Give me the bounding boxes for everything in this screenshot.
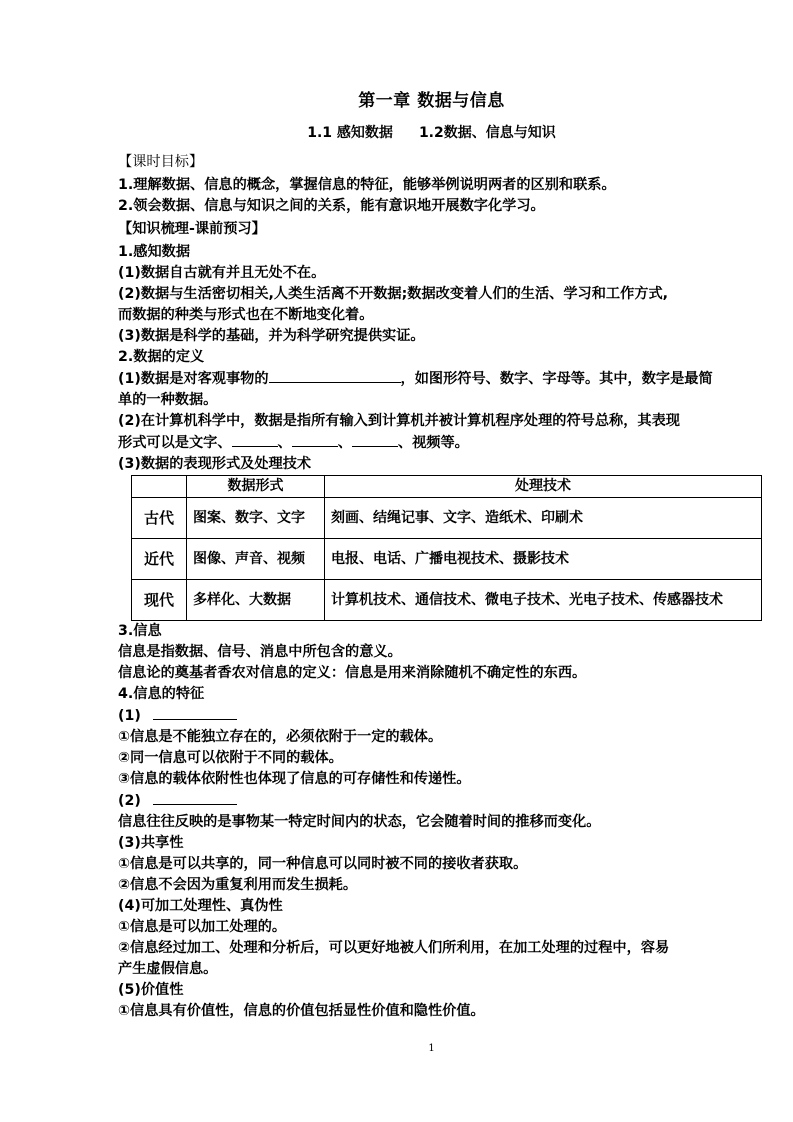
objective-item: 2.领会数据、信息与知识之间的关系，能有意识地开展数字化学习。 <box>118 198 545 214</box>
text: (2) <box>118 793 141 809</box>
text: ，如图形符号、数字、字母等。其中，数字是最简 <box>400 371 713 387</box>
era-cell: 近代 <box>132 539 187 580</box>
text: (1) <box>118 708 141 724</box>
list-item: ①信息是可以加工处理的。 <box>118 919 287 935</box>
tech-cell: 电报、电话、广播电视技术、摄影技术 <box>325 539 762 580</box>
paragraph: 而数据的种类与形式也在不断地变化着。 <box>118 307 374 323</box>
subheading: (3)共享性 <box>118 835 184 851</box>
table-row <box>132 539 762 580</box>
paragraph: 信息论的奠基者香农对信息的定义：信息是用来消除随机不确定性的东西。 <box>118 665 587 681</box>
table-header-cell: 处理技术 <box>325 476 762 498</box>
section-subtitle <box>0 122 793 142</box>
paragraph: (3)数据是科学的基础，并为科学研究提供实证。 <box>118 328 425 344</box>
paragraph: (1)数据自古就有并且无处不在。 <box>118 265 326 281</box>
fill-in-blank[interactable] <box>292 432 338 447</box>
text: 形式可以是文字、 <box>118 435 232 451</box>
fill-in-heading <box>118 790 778 812</box>
list-item: ①信息具有价值性，信息的价值包括显性价值和隐性价值。 <box>118 1003 485 1019</box>
table-row <box>132 498 762 539</box>
list-item: 产生虚假信息。 <box>118 961 218 977</box>
fill-in-blank[interactable] <box>153 790 237 805</box>
fill-in-blank[interactable] <box>153 705 237 720</box>
text: (1)数据是对客观事物的 <box>118 371 269 387</box>
paragraph: 单的一种数据。 <box>118 392 218 408</box>
fill-in-heading <box>118 705 778 727</box>
separator: 、 <box>277 435 292 451</box>
objective-item: 1.理解数据、信息的概念，掌握信息的特征，能够举例说明两者的区别和联系。 <box>118 177 616 193</box>
era-cell: 现代 <box>132 580 187 621</box>
fill-in-blank[interactable] <box>232 432 278 447</box>
text: 、视频等。 <box>397 435 469 451</box>
subtitle-part-1: 1.1 感知数据 <box>307 125 393 141</box>
separator: 、 <box>337 435 352 451</box>
page-number: 1 <box>428 1043 435 1054</box>
table-header-cell: 数据形式 <box>187 476 325 498</box>
chapter-title: 第一章 数据与信息 <box>358 91 505 111</box>
era-cell: 古代 <box>132 498 187 539</box>
section-3-heading: 3.信息 <box>118 623 162 639</box>
form-cell: 多样化、大数据 <box>187 580 325 621</box>
table-row <box>132 580 762 621</box>
tech-cell: 计算机技术、通信技术、微电子技术、光电子技术、传感器技术 <box>325 580 762 621</box>
fill-in-paragraph <box>118 432 778 454</box>
table-header-cell <box>132 476 187 498</box>
document-body <box>118 152 778 1022</box>
fill-in-blank[interactable] <box>352 432 398 447</box>
list-item: ①信息是不能独立存在的，必须依附于一定的载体。 <box>118 729 443 745</box>
form-cell: 图像、声音、视频 <box>187 539 325 580</box>
fill-in-blank[interactable] <box>269 368 401 383</box>
table-header-row <box>132 476 762 498</box>
list-item: ②信息不会因为重复利用而发生损耗。 <box>118 877 358 893</box>
subheading: (5)价值性 <box>118 982 184 998</box>
tech-cell: 刻画、结绳记事、文字、造纸术、印刷术 <box>325 498 762 539</box>
subtitle-part-2: 1.2数据、信息与知识 <box>418 125 556 141</box>
list-item: ②同一信息可以依附于不同的载体。 <box>118 750 343 766</box>
paragraph: 信息是指数据、信号、消息中所包含的意义。 <box>118 644 402 660</box>
objectives-heading: 【课时目标】 <box>118 154 204 170</box>
review-heading: 【知识梳理-课前预习】 <box>118 221 266 237</box>
section-4-heading: 4.信息的特征 <box>118 686 205 702</box>
paragraph: 信息往往反映的是事物某一特定时间内的状态，它会随着时间的推移而变化。 <box>118 814 601 830</box>
data-forms-table <box>131 475 762 621</box>
list-item: ①信息是可以共享的，同一种信息可以同时被不同的接收者获取。 <box>118 856 528 872</box>
section-1-heading: 1.感知数据 <box>118 244 191 260</box>
form-cell: 图案、数字、文字 <box>187 498 325 539</box>
list-item: ③信息的载体依附性也体现了信息的可存储性和传递性。 <box>118 771 471 787</box>
list-item: ②信息经过加工、处理和分析后，可以更好地被人们所利用，在加工处理的过程中，容易 <box>118 940 670 956</box>
paragraph: (3)数据的表现形式及处理技术 <box>118 456 312 472</box>
paragraph: (2)在计算机科学中，数据是指所有输入到计算机并被计算机程序处理的符号总称，其表现 <box>118 413 680 429</box>
fill-in-paragraph <box>118 368 778 390</box>
section-2-heading: 2.数据的定义 <box>118 349 205 365</box>
paragraph: (2)数据与生活密切相关,人类生活离不开数据;数据改变着人们的生活、学习和工作方式, <box>118 286 669 302</box>
subheading: (4)可加工处理性、真伪性 <box>118 898 283 914</box>
